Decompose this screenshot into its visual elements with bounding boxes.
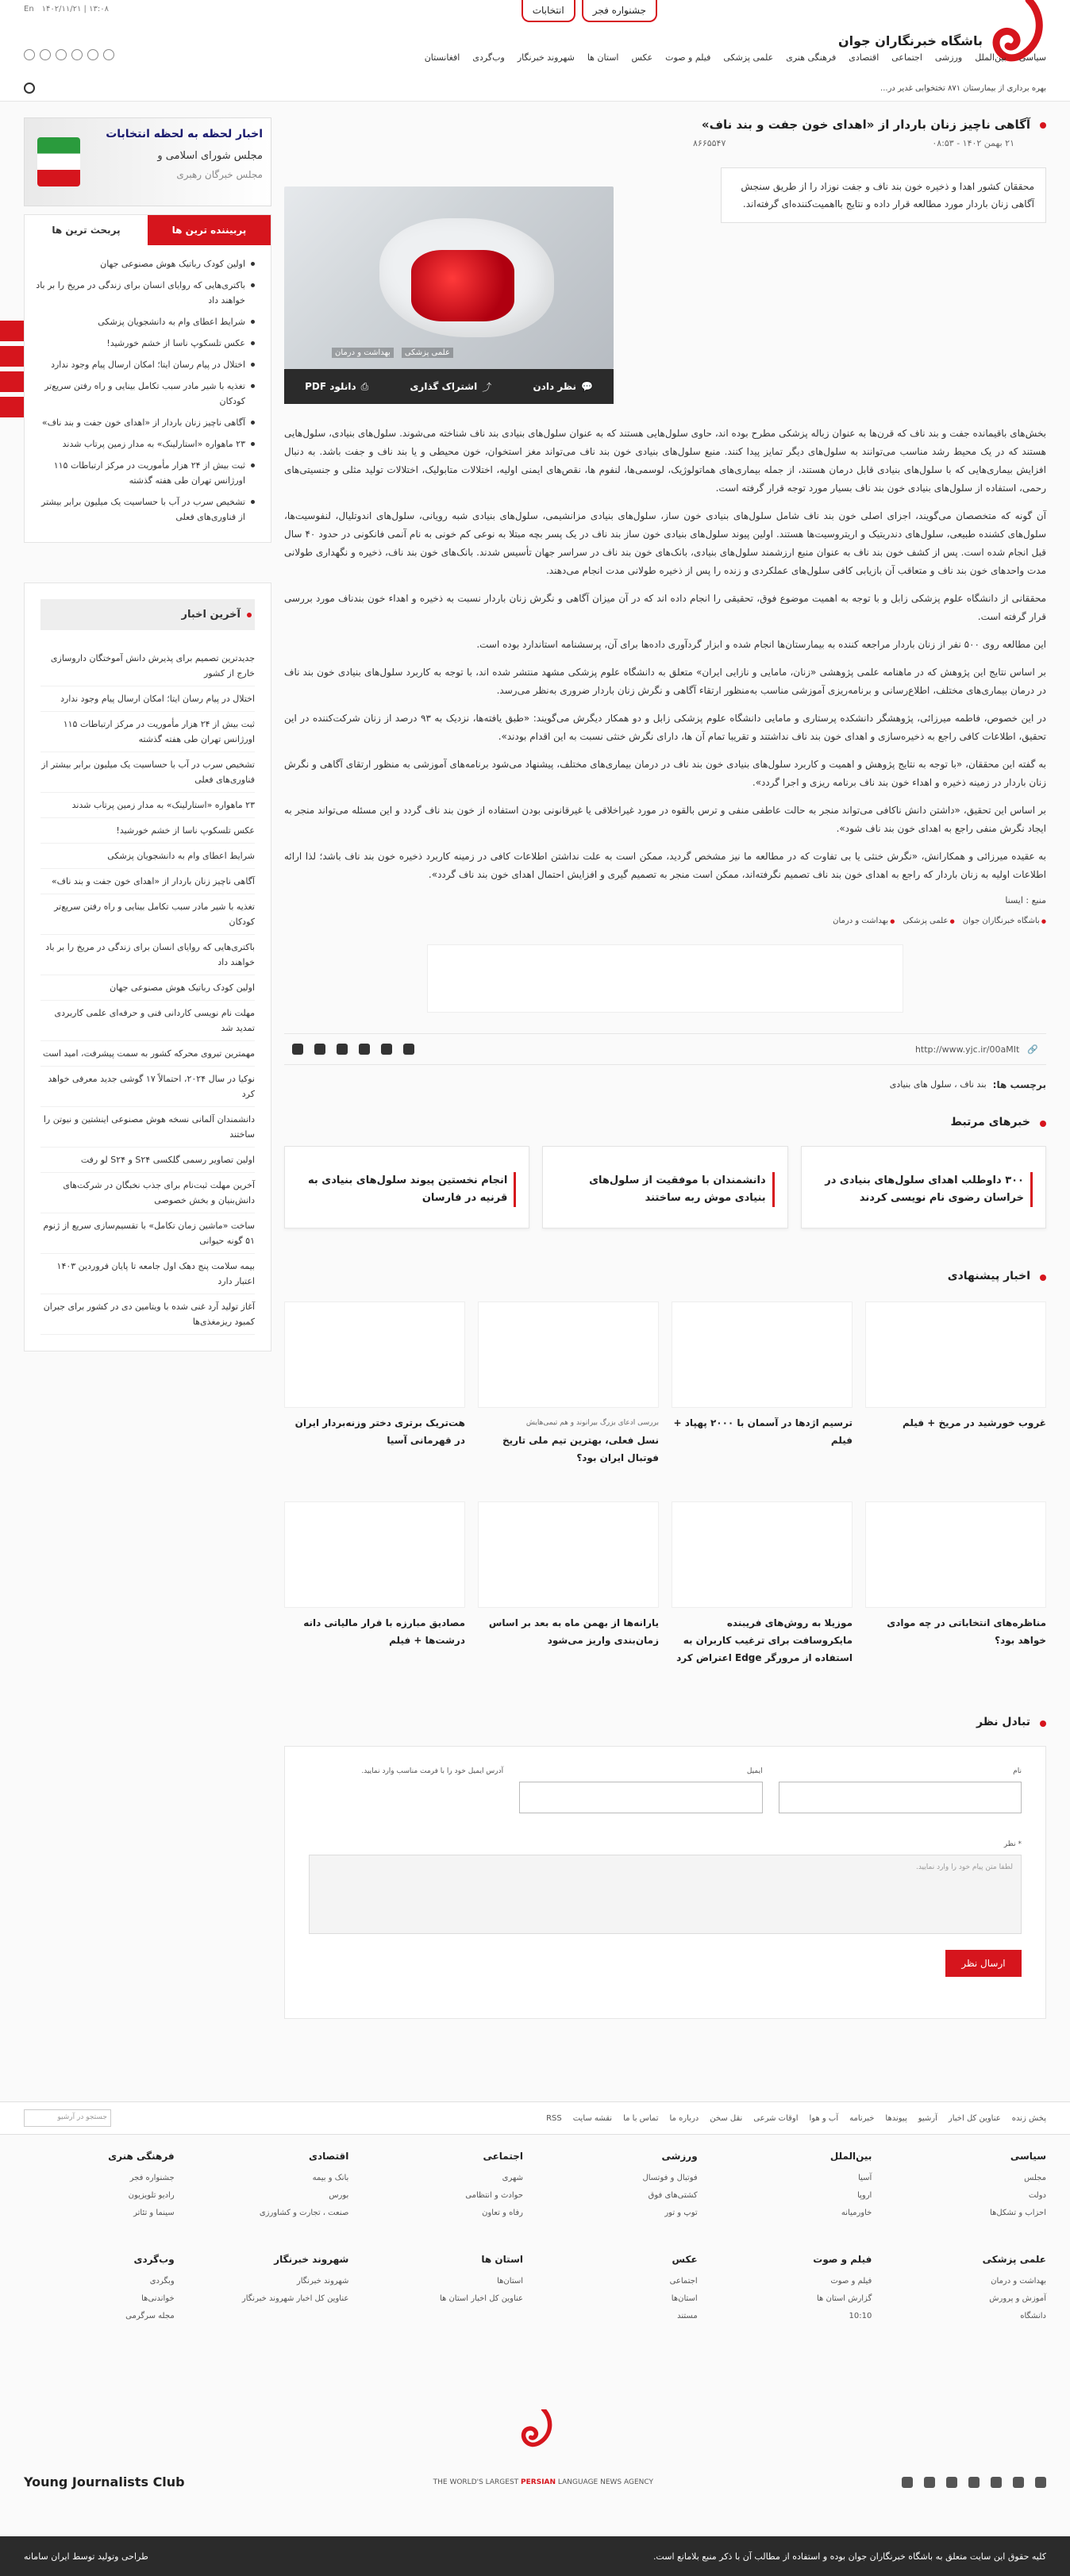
footer-column-link[interactable]: سینما و تئاتر <box>133 2209 175 2217</box>
suggested-title-text: ترسیم اژدها در آسمان با ۲۰۰۰ پهپاد + فیلم <box>673 1417 853 1446</box>
footer-column-link[interactable]: حوادث و انتظامی <box>465 2191 523 2200</box>
telegram-icon[interactable] <box>968 2477 980 2488</box>
article-body <box>284 425 1046 884</box>
suggested-caption <box>284 1614 465 1684</box>
suggested-grid <box>284 1301 1046 1684</box>
latest-item[interactable]: دانشمندان آلمانی نسخه هوش مصنوعی اینشتین و نیوتن را ساختند <box>40 1107 255 1148</box>
article-paragraph: محققانی از دانشگاه علوم پزشکی زابل و با توجه به اهمیت موضوع فوق، تحقیقی را انجام داده اند که در آن میزان آگاهی و نگرش زنان باردار نسبت به ذخیره و اهداء خون بندناف مورد بررسی قرار گرفته است. <box>284 593 1046 622</box>
twitter-icon[interactable] <box>314 1044 325 1055</box>
footer-column-link[interactable]: فیلم و صوت <box>830 2277 872 2286</box>
footer-column-link[interactable]: 10:10 <box>849 2312 872 2320</box>
short-link <box>915 1044 1038 1055</box>
top-buttons <box>522 0 657 22</box>
pdf-action[interactable]: ⎙ دانلود PDF <box>305 380 369 392</box>
nav-item[interactable]: استان ها <box>587 52 619 63</box>
latest-item[interactable]: اختلال در پیام رسان ایتا؛ امکان ارسال پیام وجود ندارد <box>40 686 255 712</box>
footer-link[interactable]: عناوین کل اخبار <box>948 2113 1001 2123</box>
suggested-caption <box>672 1614 853 1684</box>
aparat-icon[interactable] <box>40 49 51 60</box>
popular-item[interactable]: شرایط اعطای وام به دانشجویان پزشکی <box>36 314 255 329</box>
footer-column-link[interactable]: خاورمیانه <box>841 2209 872 2217</box>
article-lead: محققان کشور اهدا و ذخیره خون بند ناف و جفت نوزاد را از طریق سنجش آگاهی زنان باردار مورد مطالعه قرار داده و نتایج بااهمیت‌کننده‌ای گرفته‌اند. <box>721 167 1046 223</box>
comment-textarea[interactable]: لطفا متن پیام خود را وارد نمایید. <box>309 1855 1022 1934</box>
rss-icon[interactable] <box>902 2477 913 2488</box>
nav-item[interactable]: فیلم و صوت <box>665 52 711 63</box>
article-paragraph: بخش‌های باقیمانده جفت و بند ناف که قرن‌ها به عنوان زباله پزشکی مطرح بوده اند، حاوی سلول‌هایی هستند که به عنوان سلول‌های بنیادی بند ناف شناخته می‌شوند. سلول‌های بنیادی، سلول‌هایی هستند که در یک محیط رشد مناسب می‌توانند به سلول‌های دیگر تمایز پیدا کنند. منبع سلول‌های بنیادی خون بند ناف می‌تواند مغز استخوان، خون محیطی و یا بند ناف و جفت باشد. به دنبال افزایش بیماری‌هایی که با سلول‌های بنیادی قابل درمان هستند، از جمله بیماری‌های هماتولوژیک، لوسمی‌ها، لنفوم ها، نقص‌های ایمنی اولیه، اختلالات متابولیک، اختلالات تولید مثلی و جنسیتی‌های رحمی، استفاده از سلول‌های بنیادی خون بند ناف بسیار مورد توجه قرار گرفته است. <box>284 428 1046 494</box>
footer-links-bar <box>0 2101 1070 2135</box>
footer-column-link[interactable]: آموزش و پرورش <box>989 2294 1046 2303</box>
tagline-post: LANGUAGE NEWS AGENCY <box>556 2478 654 2486</box>
footer-columns <box>24 2151 1046 2325</box>
footer-column-link[interactable]: خواندنی‌ها <box>141 2294 175 2303</box>
footer-column-link[interactable]: کشتی‌های فوق <box>648 2191 698 2200</box>
latest-item[interactable]: اولین کودک رباتیک هوش مصنوعی جهان <box>40 975 255 1001</box>
suggested-title-text: مصادیق مبارزه با فرار مالیاتی دانه درشت‌ها + فیلم <box>303 1617 465 1646</box>
article <box>284 117 1046 2019</box>
share-action-label: اشتراک گذاری <box>410 381 478 392</box>
latest-box <box>24 582 271 1351</box>
share-icons <box>292 1044 414 1055</box>
nav-item[interactable]: وب‌گردی <box>472 52 505 63</box>
short-link-url[interactable]: http://www.yjc.ir/00aMIt <box>914 1044 1020 1055</box>
footer-link[interactable]: خبرنامه <box>849 2113 875 2123</box>
article-news-id: ۸۶۶۵۵۴۷ <box>693 138 726 148</box>
footer-column <box>895 2254 1046 2325</box>
footer-link[interactable]: اوقات شرعی <box>753 2113 799 2123</box>
tags-row <box>284 1079 1046 1090</box>
related-card-title: دانشمندان با موفقیت از سلول‌های بنیادی موش ربه ساختند <box>556 1172 774 1207</box>
latest-item[interactable]: تشخیص سرب در آب با حساسیت یک میلیون برابر بیشتر از فناوری‌های فعلی <box>40 752 255 793</box>
date-time: ۱۳:۰۸ | ۱۴۰۲/۱۱/۲۱ <box>41 5 109 13</box>
suggested-caption <box>865 1414 1046 1484</box>
footer-column-title[interactable]: وب‌گردی <box>133 2254 175 2265</box>
footer-column-link[interactable]: صنعت ، تجارت و کشاورزی <box>259 2209 349 2217</box>
suggested-thumb[interactable] <box>672 1501 853 1608</box>
footer-column-title[interactable]: اجتماعی <box>483 2151 523 2162</box>
suggested-item[interactable] <box>865 1301 1046 1484</box>
popular-item[interactable]: تغذیه با شیر مادر سبب تکامل بینایی و راه رفتن سریع‌تر کودکان <box>36 379 255 409</box>
report-icon[interactable] <box>403 1044 414 1055</box>
instagram-icon[interactable] <box>103 49 114 60</box>
nav-item[interactable]: سیاسی <box>1018 52 1046 63</box>
suggested-thumb[interactable] <box>865 1301 1046 1408</box>
share-bar <box>284 1033 1046 1065</box>
footer-column <box>198 2151 349 2222</box>
suggested-item[interactable] <box>865 1501 1046 1684</box>
elections-button[interactable]: انتخابات <box>522 0 575 22</box>
latest-item[interactable]: اولین تصاویر رسمی گلکسی S۲۴ و S۲۴ لو رفت <box>40 1148 255 1173</box>
article-date: ۲۱ بهمن ۱۴۰۲ - ۰۸:۵۳ <box>932 138 1014 148</box>
article-paragraph: این مطالعه روی ۵۰۰ نفر از زنان باردار مراجعه کننده به بیمارستان‌ها انجام شده و ابزار گردآوری داده‌ها برای آن، پرسشنامه استاندارد بوده است. <box>476 639 1046 650</box>
footer-column-title[interactable]: فرهنگی هنری <box>108 2151 175 2162</box>
article-actions <box>284 369 614 404</box>
android-icon[interactable] <box>1035 2477 1046 2488</box>
email-label: ایمیل <box>746 1767 763 1775</box>
article-paragraph: بر اساس این تحقیق، «داشتن دانش ناکافی می‌تواند منجر به حالت عاطفی منفی و ترس بالقوه در مورد غیراخلاقی یا غیرقانونی بودن استفاده از خون بند ناف گردد و این مسئله می‌تواند منجر به ایجاد نگرش منفی راجع به اهدای خون بند ناف شود». <box>284 805 1046 834</box>
comment-form <box>284 1746 1046 2019</box>
comment-action[interactable]: 💬 نظر دادن <box>533 381 593 392</box>
language-switch[interactable]: En <box>24 5 34 13</box>
footer-link[interactable]: RSS <box>546 2113 562 2123</box>
suggested-caption <box>672 1414 853 1484</box>
latest-item[interactable]: آگاهی ناچیز زنان باردار از «اهدای خون جفت و بند ناف» <box>40 869 255 894</box>
footer-column-title[interactable]: استان ها <box>481 2254 523 2265</box>
suggested-item[interactable] <box>478 1301 659 1484</box>
site-header <box>0 0 1070 102</box>
footer-column-link[interactable]: عناوین کل اخبار استان ها <box>439 2294 523 2303</box>
footer-column-link[interactable]: رادیو تلویزیون <box>128 2191 175 2200</box>
related-card[interactable] <box>284 1146 529 1228</box>
nav-item[interactable]: عکس <box>631 52 653 63</box>
footer-column-link[interactable]: فوتبال و فوتسال <box>642 2174 698 2182</box>
article-source: منبع : ایسنا <box>1005 895 1046 905</box>
footer-link[interactable]: تماس با ما <box>623 2113 659 2123</box>
email-hint: آدرس ایمیل خود را با فرمت مناسب وارد نمایید. <box>361 1767 504 1775</box>
footer-column-link[interactable]: شهروند خبرنگار <box>296 2277 349 2286</box>
telegram-icon[interactable] <box>87 49 98 60</box>
footer-column <box>722 2151 872 2222</box>
footer-column-link[interactable]: دولت <box>1028 2191 1046 2200</box>
footer-column-link[interactable]: توپ و تور <box>664 2209 698 2217</box>
footer-column-link[interactable]: مجله سرگرمی <box>125 2312 175 2320</box>
nav-item[interactable]: علمی پزشکی <box>723 52 774 63</box>
comments-title: تبادل نظر <box>284 1716 1046 1728</box>
latest-item[interactable]: تغذیه با شیر مادر سبب تکامل بینایی و راه رفتن سریع‌تر کودکان <box>40 894 255 935</box>
banner-line-2: مجلس شورای اسلامی و <box>157 150 263 162</box>
footer-column <box>372 2151 523 2222</box>
footer-social-icons <box>902 2477 1046 2488</box>
footer-link[interactable]: نقشه سایت <box>572 2113 613 2123</box>
related-card[interactable] <box>801 1146 1046 1228</box>
footer-column-link[interactable]: شهری <box>502 2174 523 2182</box>
footer-column-title[interactable]: اقتصادی <box>308 2151 349 2162</box>
article-meta <box>284 138 1046 148</box>
suggested-item[interactable] <box>672 1301 853 1484</box>
pdf-action-label: دانلود PDF <box>305 381 356 392</box>
share-action[interactable]: ⤴ اشتراک گذاری <box>410 381 492 393</box>
suggested-title-text: هت‌تریک برتری دختر وزنه‌بردار ایران در قهرمانی آسیا <box>294 1417 465 1446</box>
fajr-festival-button[interactable]: جشنواره فجر <box>582 0 657 22</box>
banner-line-1: اخبار لحظه به لحظه انتخابات <box>106 128 263 140</box>
crumb-item[interactable]: ● بهداشت و درمان <box>833 917 895 925</box>
footer-column-title[interactable]: بین‌الملل <box>829 2151 872 2162</box>
name-label: نام <box>1013 1767 1022 1775</box>
whatsapp-icon[interactable] <box>381 1044 392 1055</box>
latest-item[interactable]: نوکیا در سال ۲۰۲۴، احتمالاً ۱۷ گوشی جدید معرفی خواهد کرد <box>40 1067 255 1107</box>
footer-column-link[interactable]: بورس <box>329 2191 349 2200</box>
footer-link[interactable]: آرشیو <box>918 2113 937 2123</box>
popular-item[interactable]: اختلال در پیام رسان ایتا؛ امکان ارسال پیام وجود ندارد <box>36 357 255 372</box>
tagline-highlight: PERSIAN <box>521 2478 556 2486</box>
bale-icon[interactable] <box>24 49 35 60</box>
sidebar <box>24 117 271 1351</box>
top-left-info <box>24 5 109 13</box>
suggested-caption <box>284 1414 465 1484</box>
eitaa-icon[interactable] <box>56 49 67 60</box>
related-title: خبرهای مرتبط <box>284 1116 1046 1128</box>
comment-action-label: نظر دادن <box>533 381 576 392</box>
photo-tags <box>332 348 453 358</box>
footer-column-link[interactable]: اروپا <box>857 2191 872 2200</box>
article-paragraph: بر اساس نتایج این پژوهش که در ماهنامه علمی پژوهشی «زنان، مامایی و نازایی ایران» متعلق به دانشگاه علوم پزشکی مشهد منتشر شده اند، با توجه به کاربرد سلول‌های بنیادی خون بند ناف در درمان بیماری‌های مختلف، اطلاع‌رسانی و برنامه‌ریزی آموزشی مناسب به‌منظور ارتقاء آگاهی و نگرش زنان باردار ضروری به‌نظر می‌رسد. <box>284 667 1046 696</box>
latest-item[interactable]: مهمترین تیروی محرکه کشور به سمت پیشرفت، امید است <box>40 1041 255 1067</box>
ticker-text[interactable]: بهره برداری از بیمارستان ۸۷۱ تختخوابی غدیر در... <box>880 83 1046 93</box>
footer-column <box>24 2254 175 2325</box>
latest-item[interactable]: آغاز تولید آرد غنی شده با ویتامین دی در کشور برای جبران کمبود ریزمغذی‌ها <box>40 1294 255 1335</box>
popular-item[interactable]: ۲۳ ماهواره «استارلینک» به مدار زمین پرتاب شدند <box>36 436 255 452</box>
eitaa-icon[interactable] <box>1013 2477 1024 2488</box>
footer-column-title[interactable]: عکس <box>672 2254 698 2265</box>
footer-brand: Young Journalists Club <box>24 2474 185 2489</box>
suggested-caption <box>478 1614 659 1684</box>
related-card[interactable] <box>542 1146 787 1228</box>
article-breadcrumbs <box>284 917 1046 925</box>
suggested-thumb[interactable] <box>284 1501 465 1608</box>
latest-item[interactable]: بیمه سلامت پنج دهک اول جامعه تا پایان فروردین ۱۴۰۳ اعتبار دارد <box>40 1254 255 1294</box>
footer-link[interactable]: پخش زنده <box>1011 2113 1046 2123</box>
blood-bag-image <box>411 250 514 321</box>
latest-item[interactable]: جدیدترین تصمیم برای پذیرش دانش آموختگان دارو‌سازی خارج از کشور <box>40 646 255 686</box>
aparat-icon[interactable] <box>991 2477 1002 2488</box>
footer-column-link[interactable]: احزاب و تشکل‌ها <box>990 2209 1046 2217</box>
article-paragraph: به گفته این محققان، «با توجه به نتایج پژوهش و اهمیت و کاربرد سلول‌های بنیادی خون بند ناف در درمان بیماری‌های مختلف، پیشنهاد می‌شود برنامه‌های آموزشی به منظور ارتقای آگاهی و نگرش زنان باردار در زمینه ذخیره و اهداء خون بند ناف برنامه ریزی و اجرا گردد». <box>284 759 1046 788</box>
photo-tag[interactable]: بهداشت و درمان <box>332 348 394 358</box>
footer-column-link[interactable]: بهداشت و درمان <box>991 2277 1046 2286</box>
related-news <box>284 1146 1046 1228</box>
email-input[interactable] <box>519 1782 762 1813</box>
latest-item[interactable]: ساخت «ماشین زمان تکامل» با تقسیم‌سازی سریع از ژنوم ۵۱ گونه حیوانی <box>40 1213 255 1254</box>
tags-list[interactable]: بند ناف ، سلول های بنیادی <box>889 1079 987 1090</box>
popular-list <box>25 245 271 542</box>
elections-banner[interactable] <box>24 117 271 206</box>
main-nav <box>425 52 1046 63</box>
comment-label: * نظر <box>1003 1840 1022 1848</box>
tab-most-discussed[interactable]: پربحث ترین ها <box>25 215 148 245</box>
footer-links <box>546 2114 1046 2123</box>
popular-box <box>24 214 271 543</box>
article-paragraph: آن گونه که متخصصان می‌گویند، اجزای اصلی خون بند ناف شامل سلول‌های بنیادی خون ساز، سلول‌های بنیادی مزانشیمی، سلول‌های بنیادی شبه رویانی، سلول‌های اندوتلیال، لنفوسیت‌ها، سلول‌های کشنده طبیعی، سلول‌های دندریتیک و اریتروسیت‌ها هستند. اولین پیوند سلول‌های بنیادی خون ساز بند ناف در یک پسر بچه مبتلا به نوعی کم خونی به نام آنمی فانکونی در حدود ۴۰ سال قبل انجام شده است. پس از کشف خون بند ناف به عنوان منبع ارزشمند سلول‌های بنیادی، بانک‌های خون بند ناف در سراسر جهان تأسیس شدند. بانک‌های خون بند ناف، ذخیره و نگهداری طولانی مدت واحدهای خون بند ناف و متعاقب آن بازیابی کافی سلول‌های عملکردی و زنده را پس از ذخیره طولانی مدت انجام می‌دهند. <box>284 510 1046 576</box>
related-card-title: انجام نخستین پیوند سلول‌های بنیادی به قرنیه در فارسان <box>298 1172 516 1207</box>
instagram-icon[interactable] <box>924 2477 935 2488</box>
suggested-subtitle: بررسی ادعای بزرگ بیرانوند و هم تیمی‌هایش <box>525 1419 659 1427</box>
suggested-title-text: موزیلا به روش‌های فریبنده مایکروسافت برای ترغیب کاربران به استفاده از مرورگر Edge اعتراض کرد <box>676 1617 853 1663</box>
footer-column-link[interactable]: استان‌ها <box>671 2294 698 2303</box>
suggested-thumb[interactable] <box>478 1301 659 1408</box>
ad-slot <box>427 944 903 1013</box>
suggested-item[interactable] <box>672 1501 853 1684</box>
footer-column-link[interactable]: مستند <box>677 2312 698 2320</box>
footer-column-title[interactable]: علمی پزشکی <box>982 2254 1046 2265</box>
footer-column <box>547 2254 698 2325</box>
suggested-title-text: یارانه‌ها از بهمن ماه به بعد بر اساس زمان‌بندی واریز می‌شود <box>488 1617 659 1646</box>
suggested-caption <box>865 1614 1046 1684</box>
suggested-title-text: غروب خورشید در مریخ + فیلم <box>902 1417 1046 1428</box>
footer-logo-icon[interactable] <box>519 2409 554 2449</box>
footer-column-link[interactable]: عناوین کل اخبار شهروند خبرنگار <box>241 2294 349 2303</box>
nav-item[interactable]: ورزشی <box>934 52 963 63</box>
share-icon[interactable] <box>292 1044 303 1055</box>
footer-column-link[interactable]: مجلس <box>1024 2174 1046 2182</box>
latest-item[interactable]: باکتری‌هایی که روایای انسان برای زندگی در مریخ را بر باد خواهند داد <box>40 935 255 975</box>
news-ticker <box>24 83 1046 94</box>
footer-column-title[interactable]: فیلم و صوت <box>813 2254 872 2265</box>
footer-column-title[interactable]: شهروند خبرنگار <box>274 2254 349 2265</box>
nav-item[interactable]: اقتصادی <box>849 52 879 63</box>
footer-bar <box>0 2536 1070 2576</box>
footer-column-link[interactable]: بانک و بیمه <box>312 2174 349 2182</box>
footer-search-input[interactable]: جستجو در آرشیو <box>24 2109 111 2127</box>
latest-item[interactable]: مهلت نام نویسی کاردانی فنی و حرفه‌ای علمی کاربردی تمدید شد <box>40 1001 255 1041</box>
footer-column-link[interactable]: استان‌ها <box>497 2277 523 2286</box>
popular-item[interactable]: ثبت بیش از ۲۴ هزار مأموریت در مرکز ارتباطات ۱۱۵ اورژانس تهران طی هفته گذشته <box>36 458 255 488</box>
latest-list <box>25 646 271 1351</box>
footer-tagline <box>433 2478 653 2486</box>
suggested-item[interactable] <box>478 1501 659 1684</box>
twitter-icon[interactable] <box>946 2477 957 2488</box>
footer-column-title[interactable]: سیاسی <box>1010 2151 1046 2162</box>
popular-item[interactable]: باکتری‌هایی که روایای انسان برای زندگی در مریخ را بر باد خواهند داد <box>36 278 255 308</box>
article-title: آگاهی ناچیز زنان باردار از «اهدای خون جفت و بند ناف» <box>284 117 1046 132</box>
footer-column-link[interactable]: گزارش استان ها <box>817 2294 872 2303</box>
suggested-title-text: مناظره‌های انتخاباتی در چه موادی خواهد بود؟ <box>887 1617 1046 1646</box>
footer-column-link[interactable]: جشنواره فجر <box>129 2174 175 2182</box>
submit-comment-button[interactable]: ارسال نظر <box>945 1950 1022 1977</box>
crumb-item[interactable]: ● باشگاه خبرنگاران جوان <box>963 917 1046 925</box>
design-credit[interactable]: طراحی وتولید توسط ایران سامانه <box>24 2551 148 2562</box>
footer-column-link[interactable]: آسیا <box>858 2174 872 2182</box>
footer-column <box>24 2151 175 2222</box>
article-paragraph: در این خصوص، فاطمه میرزائی، پژوهشگر دانشکده پرستاری و مامایی دانشگاه علوم پزشکی زابل و دو همکار دیگرش می‌گویند: «طبق یافته‌ها، نزدیک به ۹۳ درصد از زنان شرکت‌کننده در این تحقیق، اطلاعات کافی راجع به ذخیره‌سازی و اهدای خون بند ناف نداشتند و تقریبا تمام آن ها، دارای نگرش خنثی نسبت به این اقدام بودند». <box>284 713 1046 742</box>
popular-item[interactable]: آگاهی ناچیز زنان باردار از «اهدای خون جفت و بند ناف» <box>36 415 255 430</box>
latest-item[interactable]: ثبت بیش از ۲۴ هزار مأموریت در مرکز ارتباطات ۱۱۵ اورژانس تهران طی هفته گذشته <box>40 712 255 752</box>
latest-item[interactable]: عکس تلسکوپ ناسا از خشم خورشید! <box>40 818 255 844</box>
suggested-thumb[interactable] <box>284 1301 465 1408</box>
site-name: باشگاه خبرنگاران جوان <box>837 33 983 48</box>
name-input[interactable] <box>779 1782 1022 1813</box>
suggested-item[interactable] <box>284 1501 465 1684</box>
copyright-text: کلیه حقوق این سایت متعلق به باشگاه خبرنگاران جوان بوده و استفاده از مطالب آن با ذکر منبع بلامانع است. <box>652 2551 1046 2562</box>
popular-item[interactable]: تشخیص سرب در آب با حساسیت یک میلیون برابر بیشتر از فناوری‌های فعلی <box>36 494 255 525</box>
suggested-thumb[interactable] <box>672 1301 853 1408</box>
suggested-title: اخبار پیشنهادی <box>284 1270 1046 1282</box>
footer-link[interactable]: آب و هوا <box>809 2113 839 2123</box>
footer-column-link[interactable]: رفاه و تعاون <box>482 2209 523 2217</box>
link-icon: 🔗 <box>1027 1044 1038 1055</box>
footer-column-link[interactable]: اجتماعی <box>669 2277 698 2286</box>
suggested-thumb[interactable] <box>865 1501 1046 1608</box>
footer-column <box>372 2254 523 2325</box>
tags-label: برچسب ها: <box>992 1079 1046 1090</box>
footer-column-link[interactable]: وبگردی <box>149 2277 175 2286</box>
nav-item[interactable]: فرهنگی هنری <box>786 52 837 63</box>
article-photo[interactable] <box>284 186 614 369</box>
rubika-icon[interactable] <box>71 49 83 60</box>
footer-link[interactable]: پیوندها <box>885 2113 907 2123</box>
tagline-pre: THE WORLD'S LARGEST <box>433 2478 522 2486</box>
suggested-caption <box>478 1414 659 1484</box>
latest-item[interactable]: ۲۳ ماهواره «استارلینک» به مدار زمین پرتاب شدند <box>40 793 255 818</box>
banner-line-3: مجلس خبرگان رهبری <box>176 169 263 180</box>
iran-flag-icon <box>37 137 80 186</box>
footer-brand-row <box>24 2474 1046 2489</box>
footer-column <box>547 2151 698 2222</box>
footer-column <box>895 2151 1046 2222</box>
popular-item[interactable]: اولین کودک رباتیک هوش مصنوعی جهان <box>36 256 255 271</box>
suggested-thumb[interactable] <box>478 1501 659 1608</box>
header-social-icons <box>24 49 114 60</box>
article-paragraph: به عقیده میرزائی و همکارانش، «نگرش خنثی یا بی تفاوت که در مطالعه ما نیز مشخص گردید، ممکن است به علت نداشتن اطلاعات کافی در زمینه کاربرد ذخیره خون بند ناف باشد؛ لذا ارائه اطلاعات اولیه به زنان باردار که راجع به اهدای خون بند ناف تصمیم نگرفته‌اند، ممکن است منجر به تصمیم گیری و افزایش احتمال اهدای خون بند ناف گردد». <box>284 851 1046 880</box>
footer-column <box>722 2254 872 2325</box>
nav-item[interactable]: بین‌الملل <box>975 52 1006 63</box>
tab-most-viewed[interactable]: پربیننده ترین ها <box>148 215 271 245</box>
facebook-icon[interactable] <box>359 1044 370 1055</box>
footer-column-title[interactable]: ورزشی <box>661 2151 698 2162</box>
suggested-title-text: نسل فعلی، بهترین تیم ملی تاریخ فوتبال ایران بود؟ <box>502 1435 659 1463</box>
latest-title: آخرین اخبار <box>40 599 255 630</box>
search-icon[interactable] <box>24 83 35 94</box>
latest-item[interactable]: شرایط اعطای وام به دانشجویان پزشکی <box>40 844 255 869</box>
latest-item[interactable]: آخرین مهلت ثبت‌نام برای جذب نخبگان در شرکت‌های دانش‌بنیان و بخش خصوصی <box>40 1173 255 1213</box>
main-content <box>0 102 1070 2101</box>
nav-item[interactable]: افغانستان <box>424 52 460 63</box>
popular-tabs <box>25 215 271 245</box>
suggested-item[interactable] <box>284 1301 465 1484</box>
photo-tag[interactable]: علمی پزشکی <box>402 348 453 358</box>
footer-column-link[interactable]: دانشگاه <box>1020 2312 1046 2320</box>
crumb-item[interactable]: ● علمی پزشکی <box>903 917 954 925</box>
nav-item[interactable]: شهروند خبرنگار <box>517 52 575 63</box>
related-card-title: ۳۰۰ داوطلب اهدای سلول‌های بنیادی در خراسان رضوی نام نویسی کردند <box>814 1172 1033 1207</box>
footer-column <box>198 2254 349 2325</box>
popular-item[interactable]: عکس تلسکوپ ناسا از خشم خورشید! <box>36 336 255 351</box>
telegram-share-icon[interactable] <box>337 1044 348 1055</box>
nav-item[interactable]: اجتماعی <box>891 52 922 63</box>
footer-link[interactable]: درباره ما <box>669 2113 699 2123</box>
footer-link[interactable]: نقل سخن <box>710 2113 743 2123</box>
